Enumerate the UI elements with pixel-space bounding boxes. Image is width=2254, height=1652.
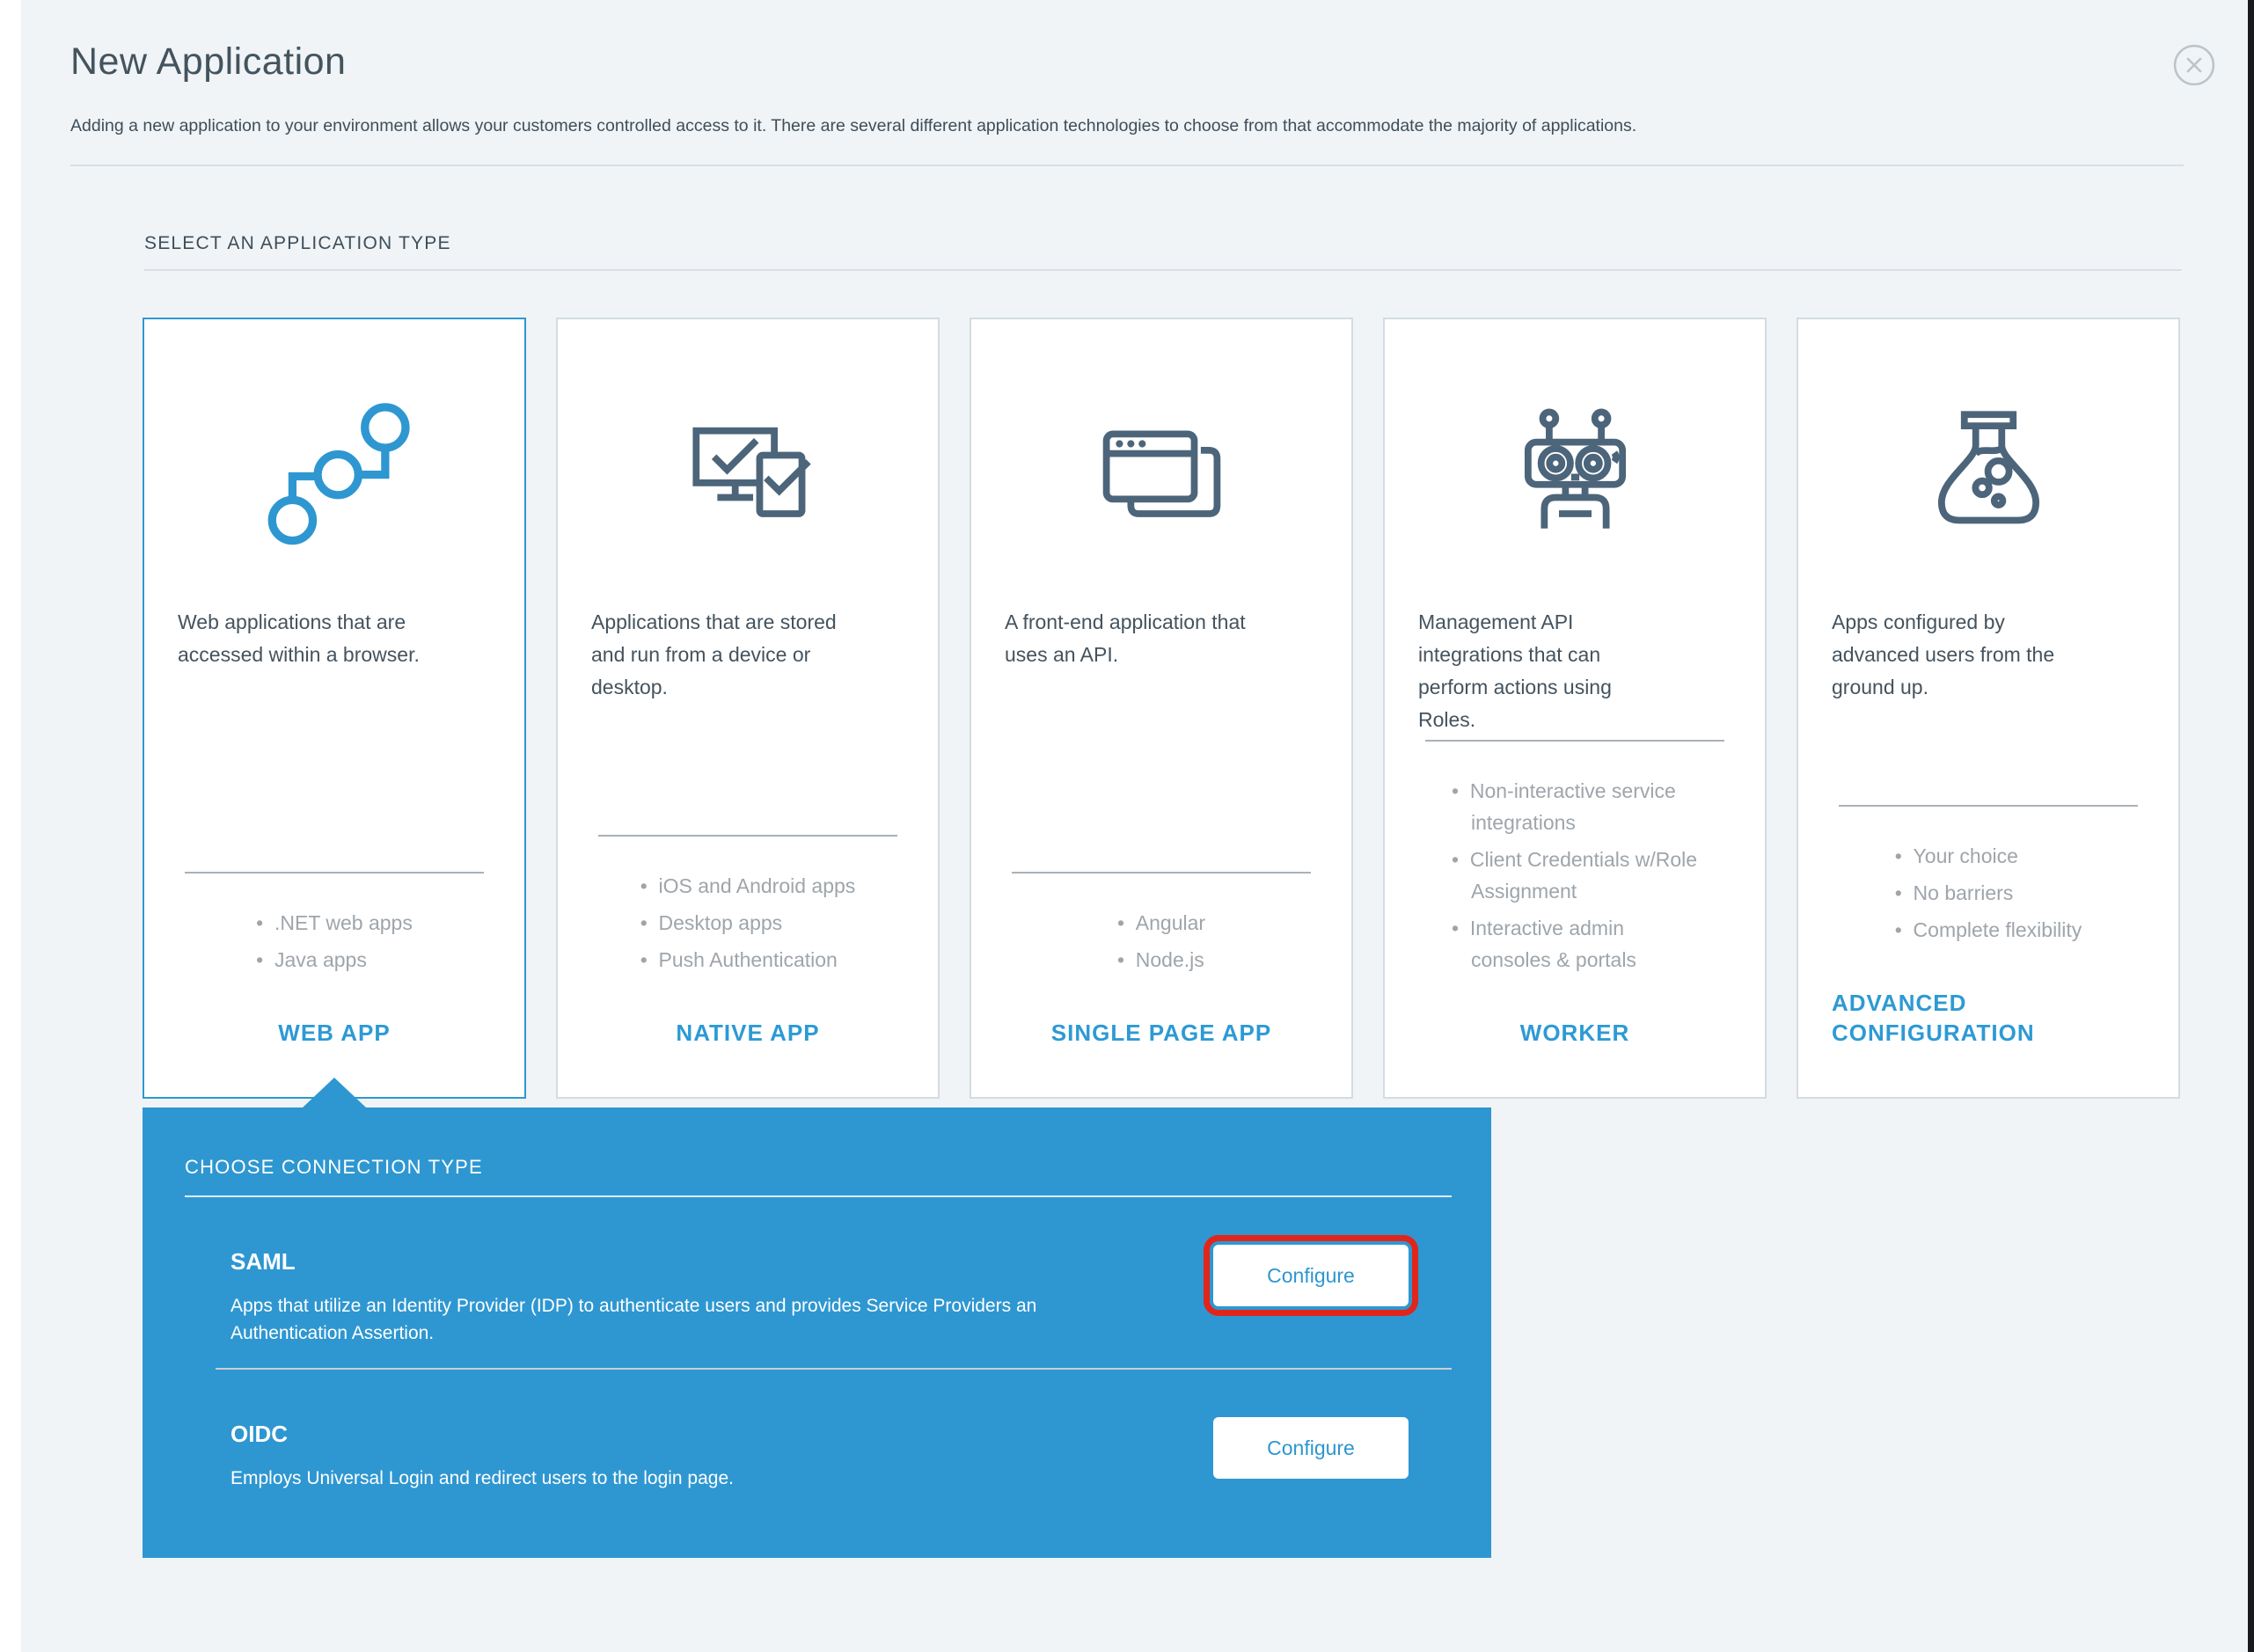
card-bullet: • iOS and Android apps	[640, 870, 856, 902]
card-description: A front-end application that uses an API.	[1005, 610, 1246, 666]
connection-option-oidc	[185, 1370, 1452, 1513]
card-bullet: • Node.js	[1117, 944, 1205, 976]
close-button[interactable]	[2173, 44, 2215, 86]
app-type-card-web-app[interactable]	[143, 318, 526, 1099]
robot-icon	[1418, 370, 1731, 581]
card-bullet: • Angular	[1117, 907, 1205, 939]
card-bullet-list	[640, 870, 856, 981]
app-type-card-native-app[interactable]	[556, 318, 940, 1099]
card-description: Web applications that are accessed within a browser.	[178, 610, 420, 666]
panel-notch-arrow	[303, 1078, 366, 1107]
app-type-card-advanced-configuration[interactable]	[1797, 318, 2180, 1099]
page-title: New Application	[70, 40, 347, 83]
card-bullet: • .NET web apps	[256, 907, 413, 939]
app-type-cards	[143, 318, 2182, 1099]
card-bullet: • Your choice	[1895, 840, 2082, 872]
card-label: ADVANCED CONFIGURATION	[1832, 990, 2035, 1046]
dialog-description: Adding a new application to your environment allows your customers controlled access to it. There are several different application technologies to choose from that accommodate the majority of applications.	[70, 116, 1637, 135]
connection-option-name: SAML	[231, 1248, 296, 1275]
card-description: Management API integrations that can perform actions using Roles.	[1418, 610, 1612, 731]
browser-window-icon	[1005, 370, 1318, 581]
connection-options	[185, 1197, 1452, 1513]
screen-right-edge	[2248, 0, 2254, 1652]
card-bullet: • Client Credentials w/Role Assignment	[1452, 844, 1698, 907]
connection-option-description: Employs Universal Login and redirect users to the login page.	[231, 1468, 734, 1488]
left-gutter	[0, 0, 21, 1652]
card-label: WEB APP	[278, 1020, 391, 1046]
card-bullet: • Push Authentication	[640, 944, 856, 976]
connection-option-saml	[185, 1197, 1452, 1368]
card-bullet-list	[256, 907, 413, 981]
card-divider	[1839, 805, 2138, 807]
devices-check-icon	[591, 370, 904, 581]
app-type-card-worker[interactable]	[1383, 318, 1767, 1099]
card-label: WORKER	[1519, 1020, 1630, 1046]
header-divider	[70, 164, 2184, 166]
flask-icon	[1832, 370, 2145, 581]
card-bullet: • No barriers	[1895, 877, 2082, 909]
card-description: Apps configured by advanced users from the ground up.	[1832, 610, 2055, 698]
card-bullet: • Complete flexibility	[1895, 914, 2082, 946]
connection-option-description: Apps that utilize an Identity Provider (IDP) to authenticate users and provides Service Providers an Authentication Assertion.	[231, 1296, 1037, 1343]
panel-heading: CHOOSE CONNECTION TYPE	[185, 1157, 1452, 1197]
card-bullet-list	[1895, 840, 2082, 951]
card-divider	[185, 872, 484, 874]
dialog-header	[0, 0, 2254, 166]
card-bullet: • Non-interactive service integrations	[1452, 775, 1698, 838]
card-bullet: • Desktop apps	[640, 907, 856, 939]
card-divider	[598, 835, 897, 837]
section-heading: SELECT AN APPLICATION TYPE	[144, 233, 2182, 271]
configure-saml-button[interactable]: Configure	[1213, 1245, 1409, 1306]
card-divider	[1012, 872, 1311, 874]
card-bullet-list	[1452, 775, 1698, 981]
card-description: Applications that are stored and run from a device or desktop.	[591, 610, 837, 698]
card-divider	[1425, 740, 1724, 742]
close-icon	[2173, 44, 2215, 86]
card-bullet: • Interactive admin consoles & portals	[1452, 912, 1698, 976]
application-type-section	[143, 233, 2182, 1558]
card-bullet: • Java apps	[256, 944, 413, 976]
card-label: SINGLE PAGE APP	[1050, 1020, 1272, 1046]
app-type-card-single-page-app[interactable]	[970, 318, 1353, 1099]
configure-oidc-button[interactable]: Configure	[1213, 1417, 1409, 1479]
card-label: NATIVE APP	[676, 1020, 820, 1046]
connection-type-panel	[143, 1107, 1491, 1558]
node-graph-icon	[178, 370, 491, 581]
card-bullet-list	[1117, 907, 1205, 981]
connection-option-name: OIDC	[231, 1421, 288, 1447]
